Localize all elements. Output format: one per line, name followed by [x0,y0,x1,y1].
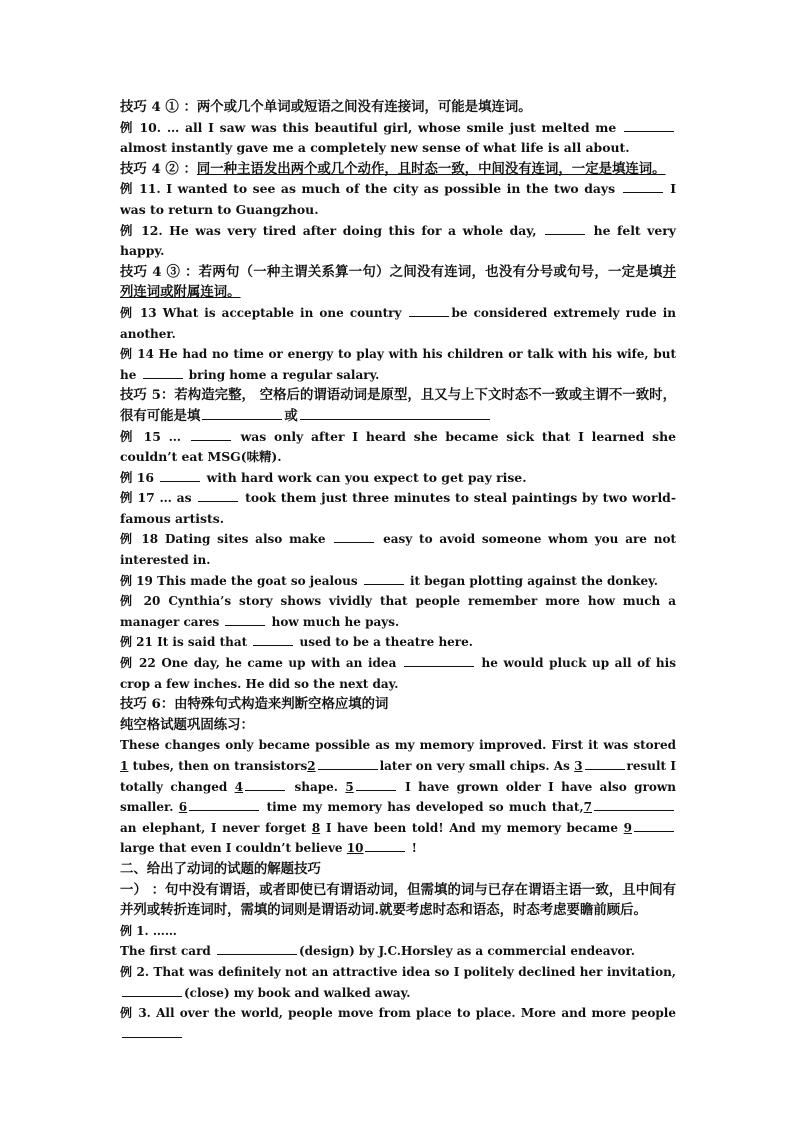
blank-number: 9 [623,820,632,835]
example-12: 例 12. He was very tired after doing this for a whole day, he felt very happy. [120,222,676,259]
tip-6: 技巧 6：由特殊句式构造来判断空格应填的词 [120,696,389,713]
answer-blank[interactable] [300,406,490,420]
answer-blank[interactable] [217,941,297,955]
section-2-example-1: The first card (design) by J.C.Horsley as a commercial endeavor. [120,941,676,962]
answer-blank[interactable] [122,1024,182,1038]
answer-blank[interactable] [245,777,285,791]
section-2-example-2: 例 2. That was definitely not an attractive idea so I politely declined her invitation, (close) my book and walked away. [120,964,676,1000]
blank-number: 6 [178,800,188,815]
answer-blank[interactable] [364,571,404,585]
blank-number: 3 [574,759,583,773]
section-2-example-3: 例 3. All over the world, people move from place to place. More and more people [120,1003,676,1044]
answer-blank[interactable] [623,179,663,193]
example-13: 例 13 What is acceptable in one country be considered extremely rude in another. [120,303,676,344]
answer-blank[interactable] [585,756,625,770]
answer-blank[interactable] [624,118,674,132]
section-2-rule-1: 一） ：句中没有谓语，或者即使已有谓语动词，但需填的词与已存在谓语主语一致，且中间有并列或转折连词时，需填的词则是谓语动词.就要考虑时态和语态，时态考虑要瞻前顾后。 [120,881,676,919]
worksheet-page [120,97,676,1044]
answer-blank[interactable] [189,797,259,811]
example-14: 例 14 He had no time or energy to play with his children or talk with his wife, but he bring home a regular salary. [120,347,676,382]
practice-passage: These changes only became possible as my memory improved. First it was stored 1 tubes, then on transistors2 later on very small chips. As 3 result I totally changed 4 shape. 5 I have grown older I have also grown smaller. 6 time my memory has developed so much that,7 an elephant, I never forget 8 I have been told! And my memory became 9large that even I couldn’t believe 10 ! [120,738,676,856]
answer-blank[interactable] [160,468,200,482]
blank-number: 7 [583,800,592,815]
example-17: 例 17 … as took them just three minutes to steal paintings by two world-famous artists. [120,490,676,526]
answer-blank[interactable] [122,983,182,997]
blank-number: 1 [120,759,129,773]
answer-blank[interactable] [365,838,405,852]
answer-blank[interactable] [253,632,293,646]
answer-blank[interactable] [225,612,265,626]
answer-blank[interactable] [198,488,238,502]
practice-title: 纯空格试题巩固练习： [120,716,254,733]
answer-blank[interactable] [594,797,674,811]
answer-blank[interactable] [356,777,396,791]
tip-4-3: 技巧 4 ③ ：若两句（一种主谓关系算一句）之间没有连词，也没有分号或句号，一定是填并列连词或附属连词。 [120,263,676,301]
blank-number: 4 [234,779,244,794]
answer-blank[interactable] [545,221,585,235]
example-10: 例 10. … all I saw was this beautiful girl, whose smile just melted me almost instantly gave me a completely new sense of what life is all about. [120,118,676,159]
answer-blank[interactable] [404,653,474,667]
answer-blank[interactable] [318,756,378,770]
blank-number: 10 [346,841,364,856]
answer-blank[interactable] [634,818,674,832]
example-22: 例 22 One day, he came up with an idea he would pluck up all of his crop a few inches. He did so the next day. [120,653,676,694]
answer-blank[interactable] [143,365,183,379]
blank-number: 5 [345,779,354,794]
answer-blank[interactable] [191,427,231,441]
answer-blank[interactable] [409,303,449,317]
answer-blank[interactable] [202,406,282,420]
example-19: 例 19 This made the goat so jealous it began plotting against the donkey. [120,571,676,592]
section-2-example-1-label: 例 1. …… [120,923,177,938]
tip-4-2: 技巧 4 ② ：同一种主语发出两个或几个动作，且时态一致，中间没有连词，一定是填连词。 [120,160,666,177]
blank-number: 2 [307,759,316,773]
tip-5: 技巧 5：若构造完整， 空格后的谓语动词是原型，且又与上下文时态不一致或主谓不一致时，很有可能是填 或 [120,387,676,424]
example-11: 例 11. I wanted to see as much of the city as possible in the two days I was to return to Guangzhou. [120,181,676,217]
answer-blank[interactable] [334,529,374,543]
example-15: 例 15 … was only after I heard she became sick that I learned she couldn’t eat MSG(味精). [120,428,676,465]
example-18: 例 18 Dating sites also make easy to avoid someone whom you are not interested in. [120,529,676,570]
section-2-title: 二、给出了动词的试题的解题技巧 [120,860,321,877]
example-20: 例 20 Cynthia’s story shows vividly that people remember more how much a manager cares how much he pays. [120,594,676,629]
example-21: 例 21 It is said that used to be a theatre here. [120,632,676,653]
blank-number: 8 [311,820,321,835]
example-16: 例 16 with hard work can you expect to get pay rise. [120,469,527,485]
tip-4-1: 技巧 4 ① ：两个或几个单词或短语之间没有连接词，可能是填连词。 [120,99,532,115]
